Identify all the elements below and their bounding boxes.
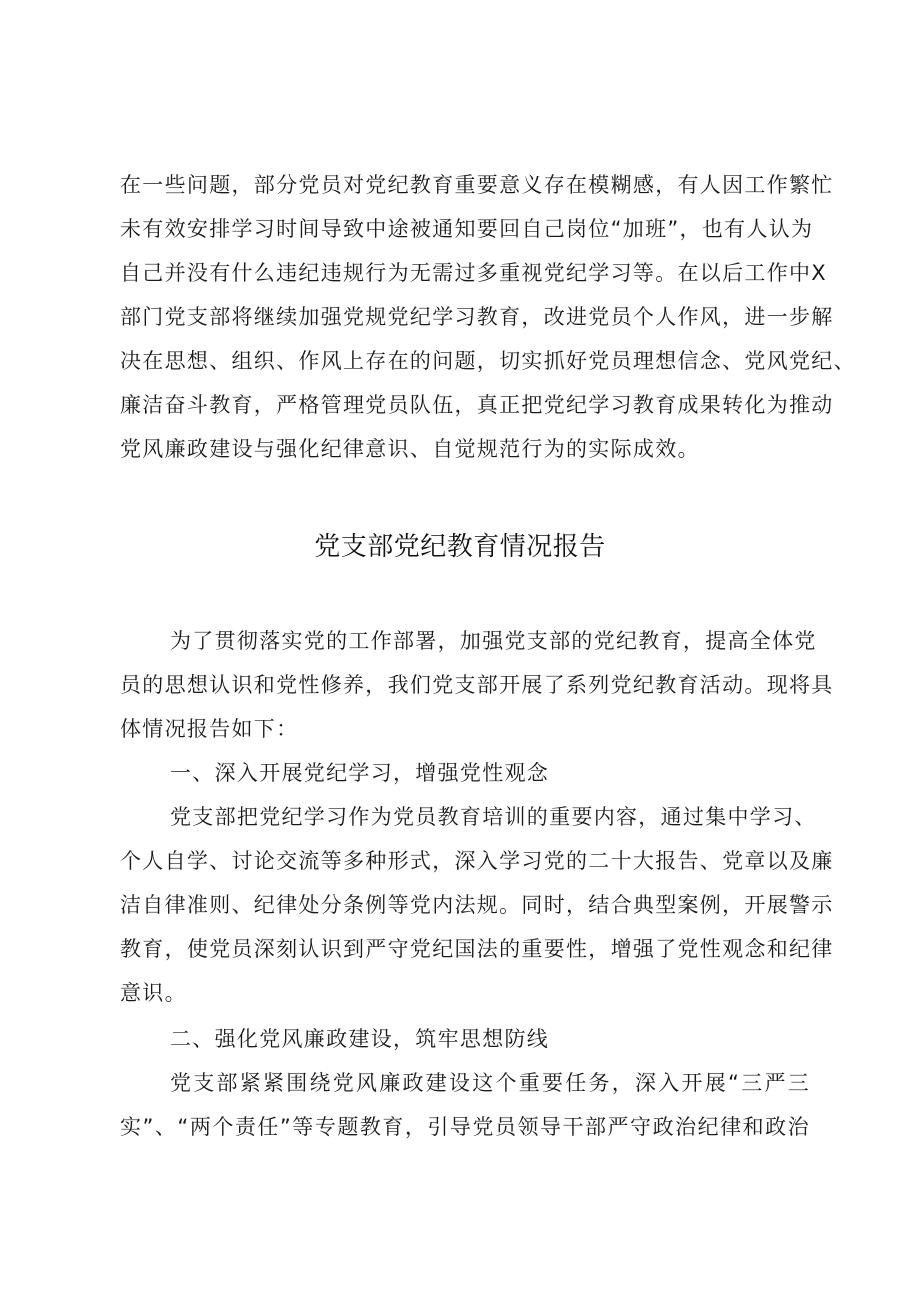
section1-line: 教育，使党员深刻认识到严守党纪国法的重要性，增强了党性观念和纪律	[120, 937, 834, 961]
intro-line: 体情况报告如下：	[120, 717, 299, 741]
section1-line: 党支部把党纪学习作为党员教育培训的重要内容，通过集中学习、	[170, 805, 817, 829]
paragraph-line: 廉洁奋斗教育，严格管理党员队伍，真正把党纪学习教育成果转化为推动	[120, 393, 834, 417]
section-heading-2: 二、强化党风廉政建设，筑牢思想防线	[170, 1027, 550, 1051]
paragraph-line: 部门党支部将继续加强党规党纪学习教育，改进党员个人作风，进一步解	[120, 305, 834, 329]
paragraph-line: 党风廉政建设与强化纪律意识、自觉规范行为的实际成效。	[120, 437, 700, 461]
intro-line: 员的思想认识和党性修养，我们党支部开展了系列党纪教育活动。现将具	[120, 673, 834, 697]
paragraph-line: 未有效安排学习时间导致中途被通知要回自己岗位“加班”，也有人认为	[120, 217, 814, 241]
section-heading-1: 一、深入开展党纪学习，增强党性观念	[170, 761, 550, 785]
report-title: 党支部党纪教育情况报告	[314, 532, 606, 562]
paragraph-line: 决在思想、组织、作风上存在的问题，切实抓好党员理想信念、党风党纪、	[120, 349, 856, 373]
section2-line: 党支部紧紧围绕党风廉政建设这个重要任务，深入开展“三严三	[170, 1071, 810, 1095]
section1-line: 意识。	[120, 981, 187, 1005]
section1-line: 洁自律准则、纪律处分条例等党内法规。同时，结合典型案例，开展警示	[120, 893, 834, 917]
paragraph-line: 在一些问题，部分党员对党纪教育重要意义存在模糊感，有人因工作繁忙	[120, 173, 834, 197]
intro-line: 为了贯彻落实党的工作部署，加强党支部的党纪教育，提高全体党	[170, 629, 817, 653]
section1-line: 个人自学、讨论交流等多种形式，深入学习党的二十大报告、党章以及廉	[120, 849, 834, 873]
section2-line: 实”、“两个责任”等专题教育，引导党员领导干部严守政治纪律和政治	[120, 1115, 810, 1139]
paragraph-line: 自己并没有什么违纪违规行为无需过多重视党纪学习等。在以后工作中X	[120, 261, 827, 285]
